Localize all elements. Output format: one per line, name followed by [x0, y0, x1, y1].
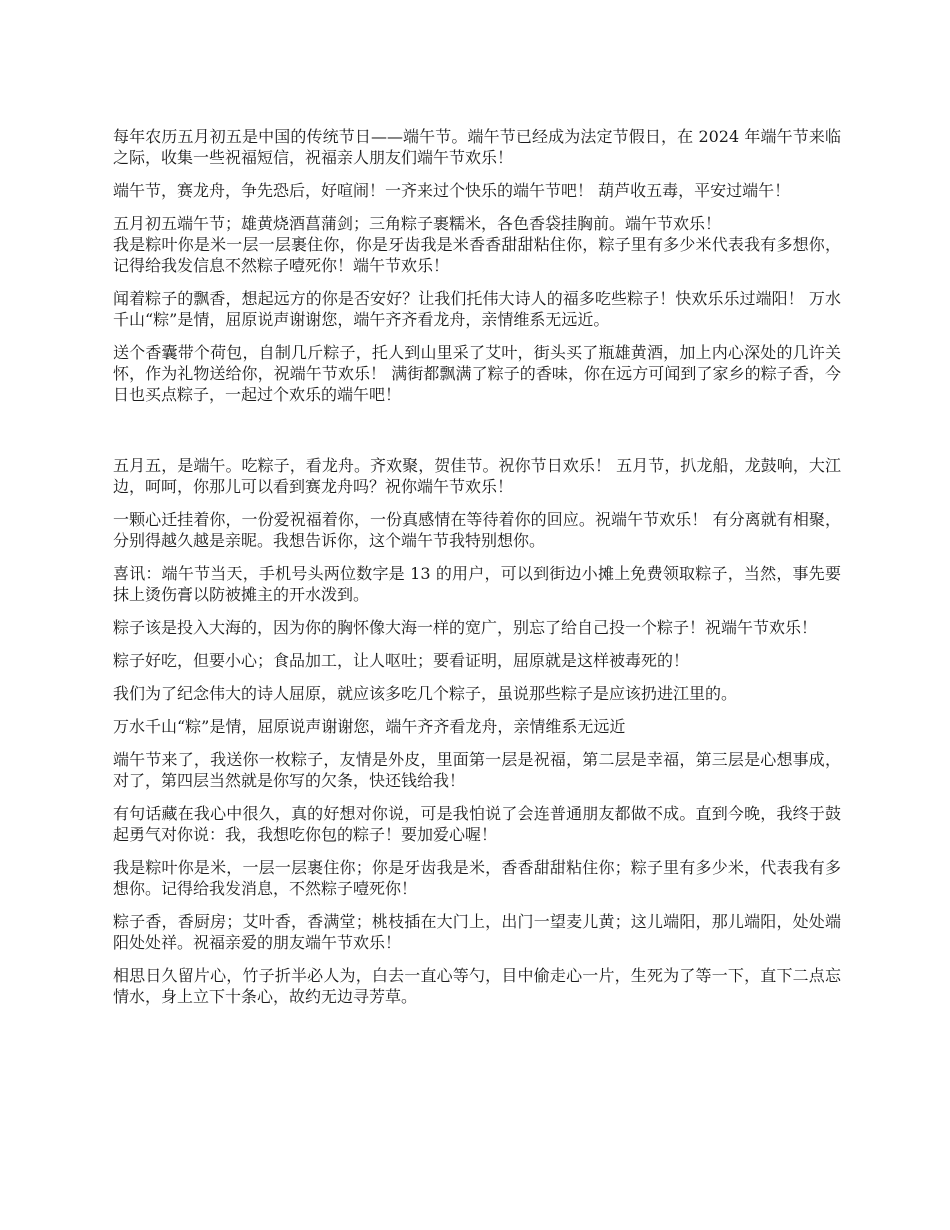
document-body — [113, 126, 841, 1019]
paragraph-careful: 粽子好吃，但要小心；食品加工，让人呕吐；要看证明，屈原就是这样被毒死的！ — [113, 651, 690, 670]
paragraph-layers: 端午节来了，我送你一枚粽子，友情是外皮，里面第一层是祝福，第二层是幸福，第三层是心想事成，对了，第四层当然就是你写的欠条，快还钱给我！ — [113, 750, 841, 790]
paragraph-mountains: 万水千山“粽”是情，屈原说声谢谢您，端午齐齐看龙舟，亲情维系无远近 — [113, 717, 626, 736]
paragraph-fifth-day: 五月初五端午节；雄黄烧酒菖蒲剑；三角粽子裹糯米，各色香袋挂胸前。端午节欢乐！ — [113, 214, 722, 233]
paragraph-one-heart: 一颗心迁挂着你，一份爱祝福着你，一份真感情在等待着你的回应。祝端午节欢乐！ 有分离就有相聚，分别得越久越是亲昵。我想告诉你，这个端午节我特别想你。 — [113, 510, 841, 550]
paragraph-fragrant: 粽子香，香厨房；艾叶香，香满堂；桃枝插在大门上，出门一望麦儿黄；这儿端阳，那儿端阳，处处端阳处处祥。祝福亲爱的朋友端午节欢乐！ — [113, 912, 841, 952]
paragraph-may-fifth: 五月五，是端午。吃粽子，看龙舟。齐欢聚，贺佳节。祝你节日欢乐！ 五月节，扒龙船，龙鼓响，大江边，呵呵，你那儿可以看到赛龙舟吗？祝你端午节欢乐！ — [113, 456, 841, 496]
section-divider — [113, 417, 841, 455]
paragraph-fragrance: 闻着粽子的飘香，想起远方的你是否安好？让我们托伟大诗人的福多吃些粽子！快欢乐乐过端阳！ 万水千山“粽”是情，屈原说声谢谢您，端午齐齐看龙舟，亲情维系无远近。 — [113, 289, 841, 329]
paragraph-confession: 有句话藏在我心中很久，真的好想对你说，可是我怕说了会连普通朋友都做不成。直到今晚，我终于鼓起勇气对你说：我，我想吃你包的粽子！要加爱心喔！ — [113, 804, 841, 844]
paragraph-intro: 每年农历五月初五是中国的传统节日——端午节。端午节已经成为法定节假日，在 2024 年端午节来临之际，收集一些祝福短信，祝福亲人朋友们端午节欢乐！ — [113, 127, 841, 167]
paragraph-zongzi-leaf: 我是粽叶你是米一层一层裹住你，你是牙齿我是米香香甜甜粘住你，粽子里有多少米代表我有多想你，记得给我发信息不然粽子噎死你！端午节欢乐！ — [113, 235, 841, 275]
paragraph-leaf-rice: 我是粽叶你是米，一层一层裹住你；你是牙齿我是米，香香甜甜粘住你；粽子里有多少米，代表我有多想你。记得给我发消息，不然粽子噎死你！ — [113, 858, 841, 898]
paragraph-dragon-boat: 端午节，赛龙舟，争先恐后，好喧闹！一齐来过个快乐的端午节吧！ 葫芦收五毒，平安过端午！ — [113, 181, 791, 200]
paragraph-sachet: 送个香囊带个荷包，自制几斤粽子，托人到山里采了艾叶，街头买了瓶雄黄酒，加上内心深处的几许关怀，作为礼物送给你，祝端午节欢乐！ 满街都飘满了粽子的香味，你在远方可闻到了家乡的粽子香，今日也买点粽子，一起过个欢乐的端午吧！ — [113, 343, 841, 404]
paragraph-riddle: 相思日久留片心，竹子折半必人为，白去一直心等勺，目中偷走心一片，生死为了等一下，直下二点忘情水，身上立下十条心，故约无边寻芳草。 — [113, 966, 841, 1006]
paragraph-good-news: 喜讯：端午节当天，手机号头两位数字是 13 的用户，可以到街边小摊上免费领取粽子，当然，事先要抹上烫伤膏以防被摊主的开水泼到。 — [113, 564, 841, 604]
paragraph-sea: 粽子该是投入大海的，因为你的胸怀像大海一样的宽广，别忘了给自己投一个粽子！祝端午节欢乐！ — [113, 618, 818, 637]
paragraph-qu-yuan: 我们为了纪念伟大的诗人屈原，就应该多吃几个粽子，虽说那些粽子是应该扔进江里的。 — [113, 684, 738, 703]
